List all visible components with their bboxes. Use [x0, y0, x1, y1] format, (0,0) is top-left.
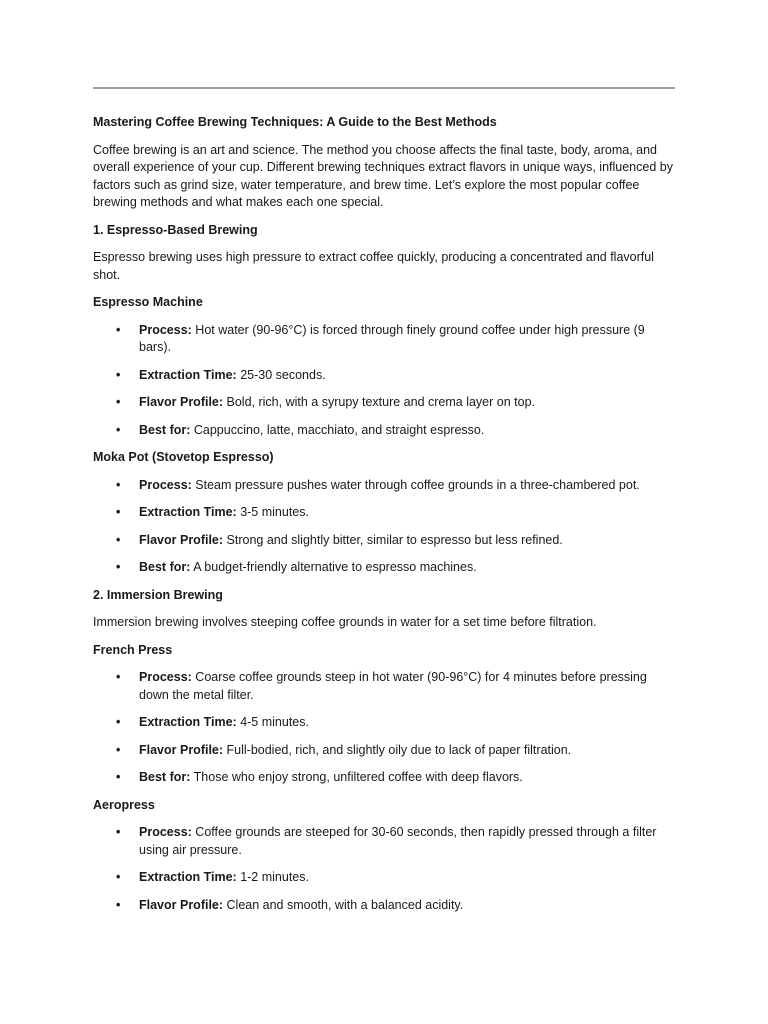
item-label: Extraction Time: — [139, 870, 237, 884]
bullet-icon: • — [116, 870, 121, 884]
item-label: Best for: — [139, 770, 191, 784]
bullet-icon: • — [116, 422, 121, 437]
bullet-icon: • — [116, 505, 121, 519]
intro-paragraph: Coffee brewing is an art and science. The method you choose affects the final taste, body, aroma, and overall experience of your cup. Different brewing techniques extract flavors in unique ways, influenced by factors such as grind size, water temperature, and brew time. Let’s explore the most popular coffee brewing methods and what makes each one special. — [93, 142, 673, 209]
bullet-icon: • — [116, 715, 121, 729]
item-text: Clean and smooth, with a balanced acidity. — [223, 897, 464, 912]
item-label: Flavor Profile: — [139, 742, 224, 757]
item-label: Extraction Time: — [139, 505, 237, 519]
item-label: Extraction Time: — [139, 715, 237, 729]
method-details-list — [93, 322, 675, 440]
method-heading: Moka Pot (Stovetop Espresso) — [93, 450, 274, 464]
method-details-list — [93, 477, 675, 577]
item-text: 4-5 minutes. — [236, 715, 309, 729]
method-heading: Aeropress — [93, 797, 155, 812]
bullet-icon: • — [116, 742, 121, 757]
bullet-icon: • — [116, 670, 121, 684]
method-heading: Espresso Machine — [93, 295, 203, 309]
bullet-icon: • — [116, 825, 121, 839]
list-item — [93, 504, 675, 522]
item-text: Cappuccino, latte, macchiato, and straight espresso. — [190, 422, 485, 437]
list-item — [93, 897, 675, 915]
item-text: Full-bodied, rich, and slightly oily due to lack of paper filtration. — [223, 742, 572, 757]
list-item — [93, 532, 675, 550]
method-details-list — [93, 824, 675, 914]
bullet-icon: • — [116, 322, 121, 337]
list-item — [93, 322, 675, 357]
item-text: Hot water (90-96°C) is forced through finely ground coffee under high pressure (9 bars). — [139, 322, 645, 354]
item-label: Flavor Profile: — [139, 897, 224, 912]
list-item — [93, 869, 675, 887]
bullet-icon: • — [116, 770, 121, 784]
item-text: Bold, rich, with a syrupy texture and crema layer on top. — [223, 395, 535, 409]
item-label: Best for: — [139, 560, 191, 574]
item-text: Coarse coffee grounds steep in hot water (90-96°C) for 4 minutes before pressing down the metal filter. — [139, 670, 647, 702]
item-label: Best for: — [139, 422, 191, 437]
list-item — [93, 394, 675, 412]
document-body — [93, 114, 675, 924]
list-item — [93, 559, 675, 577]
item-label: Flavor Profile: — [139, 395, 224, 409]
method-heading: French Press — [93, 642, 173, 657]
list-item — [93, 769, 675, 787]
item-text: 1-2 minutes. — [236, 870, 309, 884]
bullet-icon: • — [116, 897, 121, 912]
bullet-icon: • — [116, 532, 121, 547]
item-label: Extraction Time: — [139, 367, 237, 382]
section-description: Immersion brewing involves steeping coffee grounds in water for a set time before filtration. — [93, 615, 597, 629]
section-heading: 2. Immersion Brewing — [93, 587, 223, 602]
item-text: Strong and slightly bitter, similar to espresso but less refined. — [223, 532, 563, 547]
bullet-icon: • — [116, 560, 121, 574]
list-item — [93, 669, 675, 704]
item-label: Process: — [139, 477, 192, 492]
item-text: 25-30 seconds. — [236, 367, 326, 382]
item-text: Steam pressure pushes water through coffee grounds in a three-chambered pot. — [191, 477, 640, 492]
item-text: Those who enjoy strong, unfiltered coffee with deep flavors. — [190, 770, 523, 784]
list-item — [93, 367, 675, 385]
list-item — [93, 422, 675, 440]
horizontal-rule — [93, 87, 675, 89]
item-label: Process: — [139, 825, 192, 839]
method-details-list — [93, 669, 675, 787]
item-text: A budget-friendly alternative to espresso machines. — [190, 560, 477, 574]
list-item — [93, 742, 675, 760]
list-item — [93, 824, 675, 859]
item-label: Flavor Profile: — [139, 532, 224, 547]
item-label: Process: — [139, 670, 192, 684]
list-item — [93, 477, 675, 495]
bullet-icon: • — [116, 367, 121, 382]
item-label: Process: — [139, 322, 192, 337]
bullet-icon: • — [116, 395, 121, 409]
item-text: 3-5 minutes. — [236, 505, 309, 519]
list-item — [93, 714, 675, 732]
item-text: Coffee grounds are steeped for 30-60 seconds, then rapidly pressed through a filter using air pressure. — [139, 825, 657, 857]
section-heading: 1. Espresso-Based Brewing — [93, 222, 258, 237]
section-description: Espresso brewing uses high pressure to extract coffee quickly, producing a concentrated and flavorful shot. — [93, 250, 654, 282]
document-title: Mastering Coffee Brewing Techniques: A Guide to the Best Methods — [93, 115, 497, 129]
bullet-icon: • — [116, 477, 121, 492]
